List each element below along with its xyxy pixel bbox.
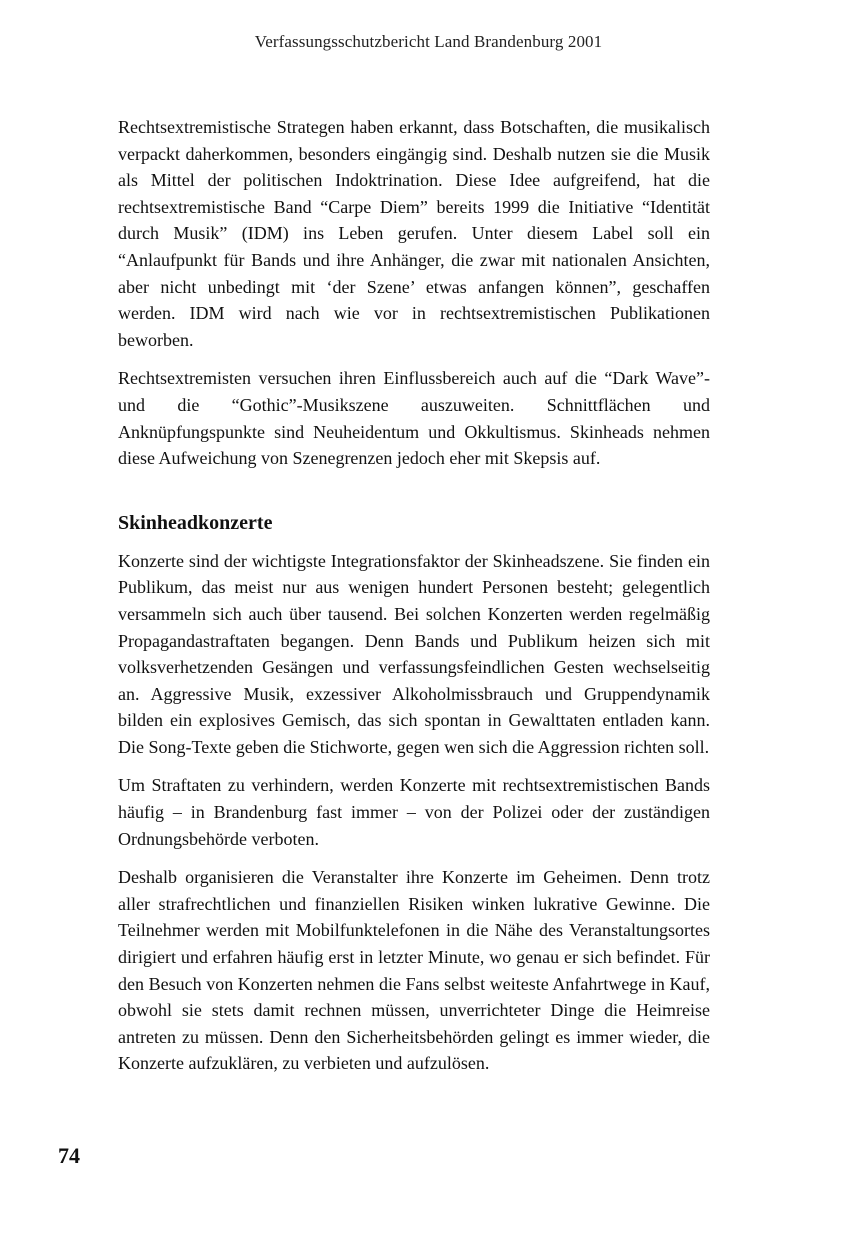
- paragraph-idm: Rechtsextremistische Strategen haben erkannt, dass Botschaften, die musikalisch verpackt daherkommen, besonders eingängig sind. Deshalb nutzen sie die Musik als Mittel der politischen Indoktrination. Diese Idee aufgreifend, hat die rechtsextremistische Band “Carpe Diem” bereits 1999 die Initiative “Identität durch Musik” (IDM) ins Leben gerufen. Unter diesem Label soll ein “Anlaufpunkt für Bands und ihre Anhänger, die zwar mit nationalen Ansichten, aber nicht unbedingt mit ‘der Szene’ etwas anfangen können”, geschaffen werden. IDM wird nach wie vor in rechtsextremistischen Publikationen beworben.: [118, 117, 710, 350]
- paragraph-konzerte-integration: Konzerte sind der wichtigste Integrationsfaktor der Skinheadszene. Sie finden ein Publikum, das meist nur aus wenigen hundert Personen besteht; gelegentlich versammeln sich auch über tausend. Bei solchen Konzerten werden regelmäßig Propagandastraftaten begangen. Denn Bands und Publikum heizen sich mit volksverhetzenden Gesängen und verfassungsfeindlichen Gesten wechselseitig an. Aggressive Musik, exzessiver Alkoholmissbrauch und Gruppendynamik bilden ein explosives Gemisch, das sich spontan in Gewalttaten entladen kann. Die Song-Texte geben die Stichworte, gegen wen sich die Aggression richten soll.: [118, 550, 710, 757]
- page-number: 74: [58, 1143, 80, 1168]
- paragraph-straftaten-verbote: Um Straftaten zu verhindern, werden Konzerte mit rechtsextremistischen Bands häufig – in Brandenburg fast immer – von der Polizei oder der zuständigen Ordnungsbehörde verboten.: [118, 775, 710, 849]
- section-heading-skinheadkonzerte: Skinheadkonzerte: [118, 511, 273, 534]
- running-header: Verfassungsschutzbericht Land Brandenburg 2001: [254, 32, 603, 51]
- page-content: [118, 114, 710, 1089]
- paragraph-dark-wave: Rechtsextremisten versuchen ihren Einflussbereich auch auf die “Dark Wave”- und die “Gothic”-Musikszene auszuweiten. Schnittflächen und Anknüpfungspunkte sind Neuheidentum und Okkultismus. Skinheads nehmen diese Aufweichung von Szenegrenzen jedoch eher mit Skepsis auf.: [118, 368, 710, 469]
- paragraph-geheime-konzerte: Deshalb organisieren die Veranstalter ihre Konzerte im Geheimen. Denn trotz aller strafrechtlichen und finanziellen Risiken winken lukrative Gewinne. Die Teilnehmer werden mit Mobilfunktelefonen in die Nähe des Veranstaltungsortes dirigiert und erfahren häufig erst in letzter Minute, wo genau er sich befindet. Für den Besuch von Konzerten nehmen die Fans selbst weiteste Anfahrtwege in Kauf, obwohl sie stets damit rechnen müssen, unverrichteter Dinge die Heimreise antreten zu müssen. Denn den Sicherheitsbehörden gelingt es immer wieder, die Konzerte aufzuklären, zu verbieten und aufzulösen.: [118, 867, 710, 1074]
